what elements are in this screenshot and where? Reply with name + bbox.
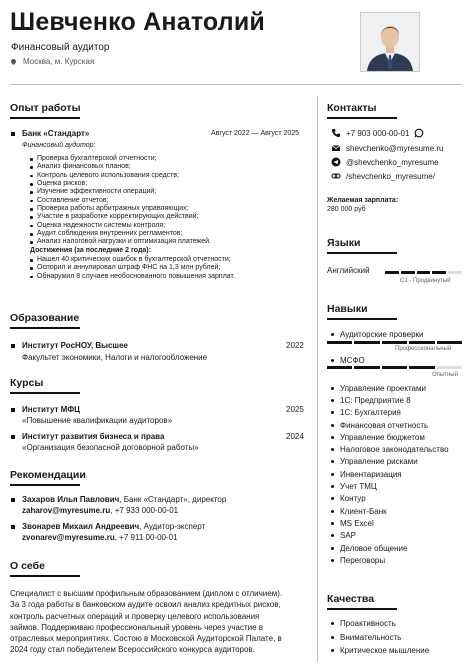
bullet-dot [331,411,334,414]
achievements-list [22,256,312,281]
link-icon [331,171,341,181]
recommender-name: Захаров Илья Павлович [22,495,120,504]
skill-item [331,530,449,542]
contact-phone-text: +7 903 000-00-01 [346,128,410,138]
level-segment [448,271,462,274]
achievement-item: Обнаружил 8 случаев необоснованного повышения зарплат. [22,273,312,281]
skill-name: Финансовая отчетность [340,420,429,430]
bullet-square [11,525,15,529]
location-pin-icon [10,58,17,65]
skill-item [331,517,449,529]
duty-item: Участие в разработке корректирующих действий; [22,213,312,221]
quality-name: Критическое мышление [340,646,430,656]
duty-item: Изучение эффективности операций; [22,188,312,196]
contact-telegram-text: @shevchenko_myresume [346,157,439,167]
quality-item [331,617,429,631]
skill-level-label: Опытный [432,372,458,378]
skill-name: Клиент-Банк [340,506,387,516]
level-segment [385,271,399,274]
experience-role: Финансовый аудитор: [22,142,96,149]
language-level-label: C1 - Продвинутый [400,278,451,284]
section-underline [10,575,80,577]
skill-name: 1С: Предприятие 8 [340,395,411,405]
skill-item [331,456,449,468]
section-title-contacts: Контакты [327,102,377,114]
education-faculty: Факультет экономики, Налоги и налогообложение [22,353,208,362]
achievement-item: Нашел 40 критических ошибок в бухгалтерской отчетности; [22,256,312,264]
recommender-email[interactable]: zvonarev@myresume.ru [22,533,115,542]
level-segment [409,341,434,344]
bullet-square [11,132,15,136]
telegram-icon [331,157,341,167]
bullet-dot [331,333,334,336]
bullet-dot [331,399,334,402]
level-segment [401,271,415,274]
bullet-dot [331,522,334,525]
level-segment [437,366,462,369]
section-underline [10,327,80,329]
recommender-phone: , +7 933 000-00-01 [110,506,179,515]
quality-item [331,644,429,658]
skill-item [331,419,449,431]
about-line: 2024 году стал победителем Всероссийского конкурса аудиторов. [10,645,255,655]
contact-phone[interactable] [331,128,424,138]
achievement-item: Оспорил и аннулировал штраф ФНС на 1,3 млн рублей; [22,264,312,272]
bullet-dot [331,448,334,451]
skill-name: Учет ТМЦ [340,482,377,492]
education-year: 2022 [286,341,304,350]
experience-dates: Август 2022 — Август 2025 [211,130,300,137]
section-title-languages: Языки [327,237,361,249]
skill-item [331,480,449,492]
bullet-dot [331,534,334,537]
skill-item [331,407,449,419]
skill-item [331,468,449,480]
language-level-bar [385,271,462,274]
profile-photo [360,12,420,72]
level-segment [417,271,431,274]
section-title-about: О себе [10,560,45,572]
achievements-title: Достижения (за последние 2 года): [30,247,151,254]
about-line: За 3 года работы в банковском аудите освоил анализ кредитных рисков, [10,600,281,610]
section-title-skills: Навыки [327,303,368,315]
contact-email-text: shevchenko@myresume.ru [346,143,444,153]
duty-item: Контроль целевого использования средств; [22,172,312,180]
about-text [10,588,315,656]
skill-name: Управление рисками [340,457,418,467]
skill-name: Аудиторские проверки [340,329,424,339]
section-title-recommendations: Рекомендации [10,469,86,481]
mail-icon [331,143,341,153]
skill-name: Управление бюджетом [340,432,425,442]
skill-name: MS Excel [340,518,374,528]
level-segment [437,341,462,344]
candidate-position: Финансовый аудитор [11,42,110,53]
about-line: отраслевых мероприятиях. Состою в Московской Аудиторской Палате, в [10,634,282,644]
bullet-dot [331,436,334,439]
education-institution: Институт РосНОУ, Высшее [22,341,128,350]
section-title-courses: Курсы [10,377,44,389]
about-line: Специалист с высшим профильным образованием (диплом с отличием). [10,589,283,598]
recommender-org: , Аудитор-эксперт [139,522,206,531]
bullet-dot [331,473,334,476]
skill-item [331,431,449,443]
bullet-dot [331,559,334,562]
duties-list [22,155,312,247]
bullet-dot [331,622,334,625]
skill-name: Налоговое законодательство [340,445,449,455]
bullet-dot [331,359,334,362]
bullet-dot [331,547,334,550]
duty-item: Аудит соблюдения внутренних регламентов; [22,230,312,238]
level-segment [382,341,407,344]
skills-list [331,382,449,566]
level-segment [382,366,407,369]
whatsapp-icon [414,128,424,138]
skill-name: Деловое общение [340,543,408,553]
skill-name: SAP [340,531,357,541]
section-underline [10,117,80,119]
bullet-dot [331,497,334,500]
skill-item [331,505,449,517]
level-segment [354,341,379,344]
duty-item: Оценка надежности системы контроля; [22,222,312,230]
bullet-dot [331,649,334,652]
skill-name: 1С: Бухгалтерия [340,408,401,418]
skill-level-bar [327,366,462,369]
section-title-education: Образование [10,312,80,324]
level-segment [327,341,352,344]
course-name: «Организация безопасной договорной работы» [22,443,199,452]
bullet-square [11,498,15,502]
level-segment [432,271,446,274]
recommender-name: Звонарев Михаил Андреевич [22,522,140,531]
column-divider [317,96,318,662]
course-institution: Институт развития бизнеса и права [22,432,165,441]
section-underline [327,117,397,119]
duty-item: Проверка работы арбитражных управляющих; [22,205,312,213]
contact-site-text: /shevchenko_myresume/ [346,171,435,181]
skill-item [331,382,449,394]
phone-icon [331,128,341,138]
duty-item: Проверка бухгалтерской отчетности; [22,155,312,163]
duty-item: Составление отчетов; [22,197,312,205]
qualities-list [331,617,429,658]
salary-label: Желаемая зарплата: [327,197,399,204]
bullet-square [11,344,15,348]
language-name: Английский [327,266,370,275]
bullet-dot [331,510,334,513]
skill-item [331,493,449,505]
skill-level-label: Профессиональный [395,346,452,352]
contact-site[interactable] [331,171,435,181]
skill-name: Контур [340,494,366,504]
location-text: Москва, м. Курская [23,57,95,66]
candidate-name: Шевченко Анатолий [10,8,265,36]
location [11,57,94,66]
header-divider [10,84,462,85]
bullet-dot [331,387,334,390]
course-year: 2024 [286,432,304,441]
skill-item [331,542,449,554]
duty-item: Оценка рисков; [22,180,312,188]
duty-item: Анализ налоговой нагрузки и оптимизация платежей. [22,238,312,246]
course-name: «Повышение квалификации аудиторов» [22,416,173,425]
bullet-dot [331,424,334,427]
skill-name: Инвентаризация [340,469,402,479]
level-segment [354,366,379,369]
course-year: 2025 [286,405,304,414]
bullet-square [11,408,15,412]
skill-item [331,328,424,340]
duty-item: Анализ финансовых планов; [22,163,312,171]
skill-item [331,354,365,366]
recommender-email[interactable]: zaharov@myresume.ru [22,506,111,515]
section-title-qualities: Качества [327,593,375,605]
quality-item [331,631,429,645]
section-underline [327,318,397,320]
bullet-dot [331,485,334,488]
quality-name: Внимательность [340,632,402,642]
skill-name: Переговоры [340,555,386,565]
section-title-experience: Опыт работы [10,102,81,114]
recommendation-contact [22,506,178,515]
skill-name: МСФО [340,355,365,365]
recommender-org: , Банк «Стандарт», директор [119,495,227,504]
bullet-dot [331,460,334,463]
skill-name: Управление проектами [340,383,426,393]
about-line: контроль расчетных операций и проверку целевого использования [10,611,260,621]
salary-value: 280 000 руб [327,206,366,213]
level-segment [409,366,434,369]
skill-item [331,443,449,455]
skill-level-bar [327,341,462,344]
skill-item [331,394,449,406]
recommendation-line [22,495,226,504]
section-underline [10,484,80,486]
bullet-dot [331,636,334,639]
recommendation-line [22,522,205,531]
about-line: займов. Поддерживаю профессиональный уровень через участие в [10,622,264,632]
recommender-phone: , +7 911 00-00-01 [114,533,178,542]
experience-company: Банк «Стандарт» [22,129,90,138]
section-underline [10,392,80,394]
quality-name: Проактивность [340,619,396,629]
contact-email[interactable] [331,143,444,153]
course-institution: Институт МФЦ [22,405,81,414]
section-underline [327,608,397,610]
skill-item [331,554,449,566]
bullet-square [11,435,15,439]
level-segment [327,366,352,369]
recommendation-contact [22,533,178,542]
section-underline [327,252,397,254]
contact-telegram[interactable] [331,157,439,167]
